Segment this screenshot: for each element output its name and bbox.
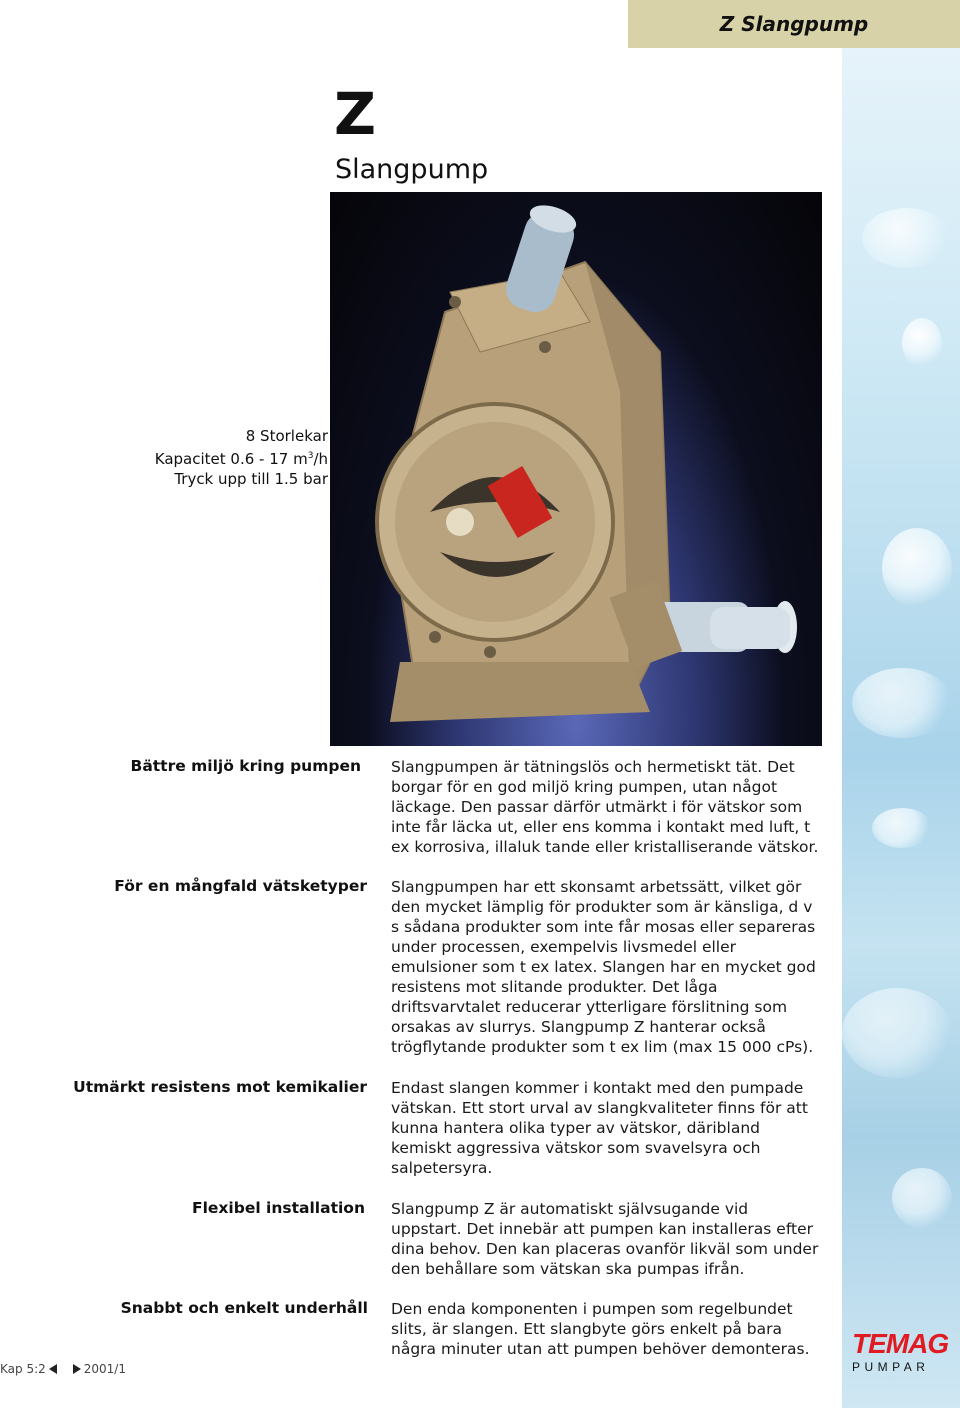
header-title: Z Slangpump [719,12,869,36]
page-footer [0,1362,126,1376]
edition-label: 2001/1 [83,1362,126,1376]
logo-tagline: PUMPAR [852,1360,930,1374]
heading-environment: Bättre miljö kring pumpen [130,757,361,775]
prev-page-icon[interactable] [49,1364,57,1374]
heading-maintenance: Snabbt och enkelt underhåll [120,1299,368,1317]
product-letter: Z [334,80,377,148]
header-tab [628,0,960,48]
specs-block [155,426,328,489]
text-chemical-resistance: Endast slangen kommer i kontakt med den pumpade vätskan. Ett stort urval av slangkvaliteter finns för att kunna hantera olika typer av vätskor, däribland kemiskt aggressiva vätskor som svavelsyra och salpetersyra. [391,1079,808,1177]
next-page-icon[interactable] [73,1364,81,1374]
product-subtitle: Slangpump [335,154,489,185]
text-installation: Slangpump Z är automatiskt självsugande vid uppstart. Det innebär att pumpen kan installeras efter dina behov. Den kan placeras ovanför likväl som under den behållare som vätskan ska pumpas ifrån. [391,1200,819,1278]
heading-chemical-resistance: Utmärkt resistens mot kemikalier [73,1078,367,1096]
text-environment: Slangpumpen är tätningslös och hermetiskt tät. Det borgar för en god miljö kring pumpen, utan något läckage. Den passar därför utmärkt i för vätskor som inte får läcka ut, eller ens komma i kontakt med luft, t ex korrosiva, illaluk tande eller kristalliserande vätskor. [391,758,819,856]
heading-installation: Flexibel installation [192,1199,365,1217]
spec-capacity: Kapacitet 0.6 - 17 $m^3/h$ [154,450,328,468]
text-maintenance: Den enda komponenten i pumpen som regelbundet slits, är slangen. Ett slangbyte görs enkelt på bara några minuter utan att pumpen behöver demonteras. [391,1300,810,1358]
spec-sizes: 8 Storlekar [245,427,328,445]
hose-pump-illustration [330,192,822,746]
chapter-label: Kap 5:2 [0,1362,46,1376]
pump-photo [330,192,822,746]
spec-pressure: Tryck upp till 1.5 bar [174,470,328,488]
temag-logo [852,1330,952,1376]
text-fluid-types: Slangpumpen har ett skonsamt arbetssätt, vilket gör den mycket lämplig för produkter som är känsliga, d v s sådana produkter som inte får mosas eller separeras under processen, exempelvis livsmedel eller emulsioner som t ex latex. Slangen har en mycket god resistens mot slitande produkter. Det låga driftsvarvtalet reducerar ytterligare förslitning som orsakas av slurrys. Slangpump Z hanterar också trögflytande produkter som t ex lim (max 15 000 cPs). [391,878,816,1056]
water-decoration [842,48,960,1408]
heading-fluid-types: För en mångfald vätsketyper [114,877,367,895]
logo-wordmark: TEMAG [852,1328,949,1359]
